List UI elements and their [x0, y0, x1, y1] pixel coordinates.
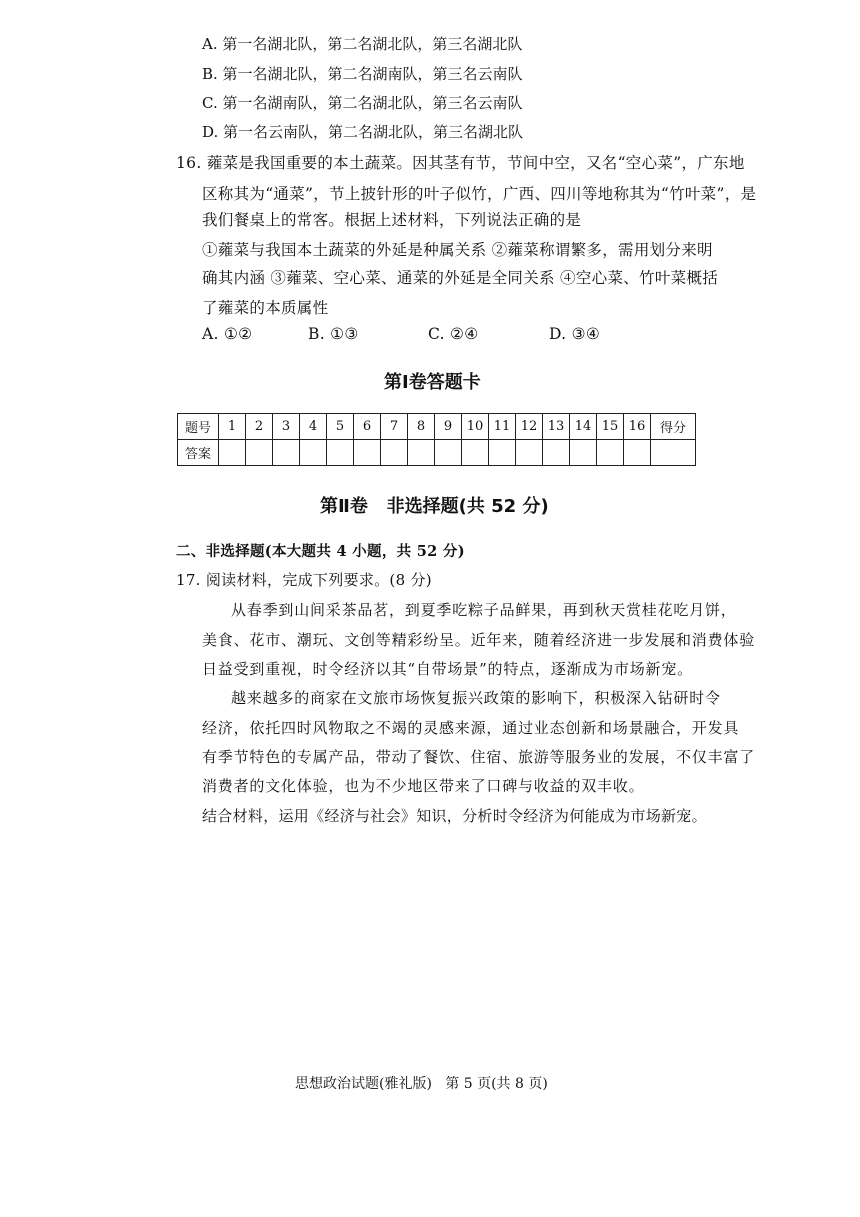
answer-cell[interactable] — [597, 440, 624, 466]
answer-cell[interactable] — [300, 440, 327, 466]
question-number: 6 — [354, 414, 381, 440]
answer-card-answer-row — [178, 440, 696, 466]
question-number: 10 — [462, 414, 489, 440]
answer-cell[interactable] — [489, 440, 516, 466]
score-label: 得分 — [651, 414, 696, 440]
answer-cell[interactable] — [246, 440, 273, 466]
answer-cell[interactable] — [381, 440, 408, 466]
q17-heading: 17. 阅读材料，完成下列要求。(8 分) — [176, 571, 432, 589]
page-footer: 思想政治试题(雅礼版) 第 5 页(共 8 页) — [295, 1076, 548, 1092]
q17-para1-line-1: 从春季到山间采茶品茗，到夏季吃粽子品鲜果，再到秋天赏桂花吃月饼， — [231, 601, 737, 619]
q16-option-b: B. ①③ — [308, 325, 359, 343]
question-number: 8 — [408, 414, 435, 440]
number-row-label: 题号 — [178, 414, 219, 440]
answer-cell[interactable] — [543, 440, 570, 466]
question-number: 14 — [570, 414, 597, 440]
q15-option-a: A. 第一名湖北队，第二名湖北队，第三名湖北队 — [202, 35, 523, 53]
q17-para2-line-3: 有季节特色的专属产品，带动了餐饮、住宿、旅游等服务业的发展，不仅丰富了 — [202, 748, 756, 766]
answer-cell[interactable] — [408, 440, 435, 466]
question-number: 5 — [327, 414, 354, 440]
q17-para2-line-4: 消费者的文化体验，也为不少地区带来了口碑与收益的双丰收。 — [202, 777, 645, 795]
question-number: 13 — [543, 414, 570, 440]
answer-card-table — [177, 413, 696, 466]
q16-option-a: A. ①② — [202, 325, 253, 343]
question-number: 7 — [381, 414, 408, 440]
q16-option-c: C. ②④ — [428, 325, 479, 343]
q16-line-1: 16. 蕹菜是我国重要的本土蔬菜。因其茎有节，节间中空，又名“空心菜”，广东地 — [176, 154, 745, 172]
answer-cell[interactable] — [516, 440, 543, 466]
section-2-heading: 二、非选择题(本大题共 4 小题，共 52 分) — [176, 543, 465, 560]
question-number: 9 — [435, 414, 462, 440]
answer-cell[interactable] — [435, 440, 462, 466]
q17-para2-line-1: 越来越多的商家在文旅市场恢复振兴政策的影响下，积极深入钻研时令 — [231, 689, 721, 707]
q15-option-b: B. 第一名湖北队，第二名湖南队，第三名云南队 — [202, 65, 523, 83]
q17-para1-line-2: 美食、花市、潮玩、文创等精彩纷呈。近年来，随着经济进一步发展和消费体验 — [202, 631, 756, 649]
question-number: 16 — [624, 414, 651, 440]
q16-line-5: 确其内涵 ③蕹菜、空心菜、通菜的外延是全同关系 ④空心菜、竹叶菜概括 — [202, 269, 719, 287]
question-number: 12 — [516, 414, 543, 440]
question-number: 4 — [300, 414, 327, 440]
answer-cell[interactable] — [354, 440, 381, 466]
q17-para2-line-2: 经济，依托四时风物取之不竭的灵感来源，通过业态创新和场景融合，开发具 — [202, 719, 740, 737]
q16-option-d: D. ③④ — [549, 325, 601, 343]
answer-cell[interactable] — [624, 440, 651, 466]
q15-option-d: D. 第一名云南队，第二名湖北队，第三名湖北队 — [202, 123, 524, 141]
q17-question: 结合材料，运用《经济与社会》知识，分析时令经济为何能成为市场新宠。 — [202, 807, 707, 825]
question-number: 2 — [246, 414, 273, 440]
question-number: 11 — [489, 414, 516, 440]
answer-cell[interactable] — [462, 440, 489, 466]
answer-cell[interactable] — [273, 440, 300, 466]
question-number: 15 — [597, 414, 624, 440]
answer-cell[interactable] — [327, 440, 354, 466]
score-cell[interactable] — [651, 440, 696, 466]
answer-card-number-row — [178, 414, 696, 440]
answer-cell[interactable] — [570, 440, 597, 466]
question-number: 3 — [273, 414, 300, 440]
q16-line-6: 了蕹菜的本质属性 — [202, 299, 329, 317]
q17-para1-line-3: 日益受到重视，时令经济以其“自带场景”的特点，逐渐成为市场新宠。 — [202, 660, 693, 678]
q16-line-2: 区称其为“通菜”，节上披针形的叶子似竹，广西、四川等地称其为“竹叶菜”，是 — [202, 185, 757, 203]
answer-row-label: 答案 — [178, 440, 219, 466]
answer-cell[interactable] — [219, 440, 246, 466]
part-2-title: 第Ⅱ卷 非选择题(共 52 分) — [320, 496, 549, 517]
q16-line-3: 我们餐桌上的常客。根据上述材料，下列说法正确的是 — [202, 211, 582, 229]
answer-card-title: 第Ⅰ卷答题卡 — [384, 372, 481, 393]
q15-option-c: C. 第一名湖南队，第二名湖北队，第三名云南队 — [202, 94, 523, 112]
q16-line-4: ①蕹菜与我国本土蔬菜的外延是种属关系 ②蕹菜称谓繁多，需用划分来明 — [202, 241, 713, 259]
question-number: 1 — [219, 414, 246, 440]
